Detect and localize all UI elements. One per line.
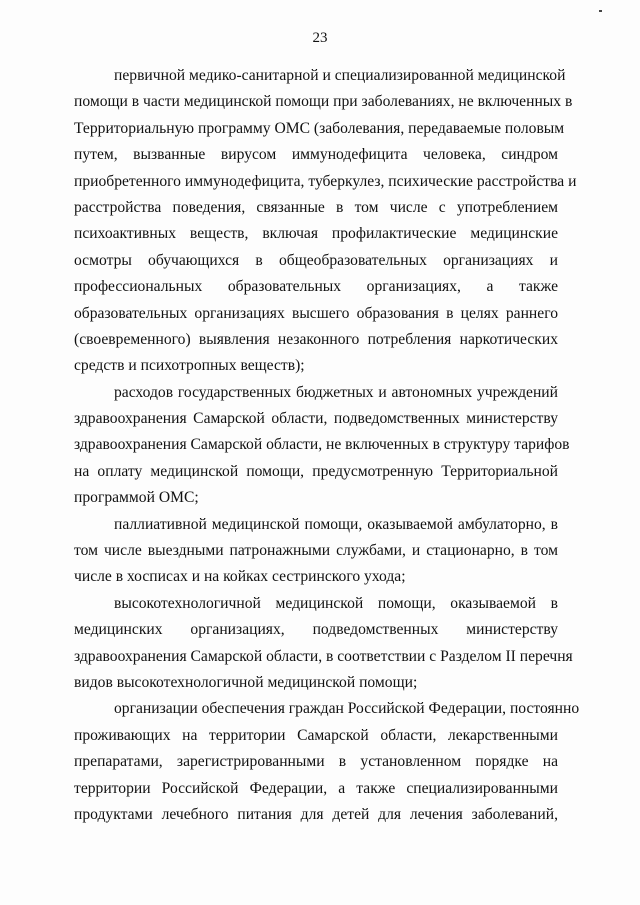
document-body: [74, 63, 580, 828]
text-line: путем, вызванные вирусом иммунодефицита человека, синдром: [74, 146, 558, 164]
text-line: паллиативной медицинской помощи, оказываемой амбулаторно, в: [114, 515, 558, 533]
scan-corner-mark: [599, 10, 602, 12]
text-line: видов высокотехнологичной медицинской помощи;: [74, 673, 418, 691]
text-line: осмотры обучающихся в общеобразовательных организациях и: [74, 251, 558, 269]
text-line: медицинских организациях, подведомственных министерству: [74, 621, 558, 639]
text-line: числе в хосписах и на койках сестринского ухода;: [74, 568, 406, 586]
text-line: организации обеспечения граждан Российской Федерации, постоянно: [114, 700, 580, 718]
page-number: 23: [312, 30, 328, 46]
text-line: на оплату медицинской помощи, предусмотренную Территориальной: [74, 462, 558, 480]
text-line: расходов государственных бюджетных и автономных учреждений: [114, 383, 558, 401]
text-line: приобретенного иммунодефицита, туберкулез, психические расстройства и: [74, 172, 577, 190]
text-line: продуктами лечебного питания для детей для лечения заболеваний,: [74, 805, 558, 823]
text-line: высокотехнологичной медицинской помощи, оказываемой в: [114, 594, 558, 612]
text-line: том числе выездными патронажными службами, и стационарно, в том: [74, 542, 558, 560]
paragraph: [74, 380, 570, 512]
paragraph: [74, 512, 558, 591]
paragraph: [74, 591, 573, 697]
text-line: Территориальную программу ОМС (заболевания, передаваемые половым: [74, 119, 565, 137]
paragraph: [74, 696, 580, 828]
text-line: средств и психотропных веществ);: [74, 357, 305, 375]
text-line: (своевременного) выявления незаконного потребления наркотических: [74, 330, 558, 348]
text-line: здравоохранения Самарской области, не включенных в структуру тарифов: [74, 436, 570, 454]
text-line: профессиональных образовательных организациях, а также: [74, 278, 558, 296]
text-line: здравоохранения Самарской области, подведомственных министерству: [74, 410, 558, 428]
text-line: образовательных организациях высшего образования в целях раннего: [74, 304, 558, 322]
text-line: расстройства поведения, связанные в том числе с употреблением: [74, 198, 558, 216]
text-line: программой ОМС;: [74, 489, 199, 507]
text-line: первичной медико-санитарной и специализированной медицинской: [114, 67, 566, 84]
text-line: территории Российской Федерации, а также специализированными: [74, 779, 558, 797]
paragraph: [74, 63, 577, 380]
text-line: препаратами, зарегистрированными в установленном порядке на: [74, 753, 558, 771]
text-line: психоактивных веществ, включая профилактические медицинские: [74, 225, 558, 243]
text-line: помощи в части медицинской помощи при заболеваниях, не включенных в: [74, 93, 573, 111]
text-line: проживающих на территории Самарской области, лекарственными: [74, 726, 558, 744]
text-line: здравоохранения Самарской области, в соответствии с Разделом II перечня: [74, 647, 573, 665]
